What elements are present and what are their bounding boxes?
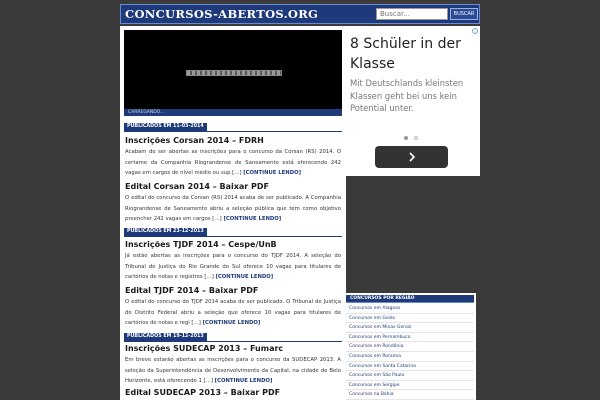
ad-banner[interactable] bbox=[344, 26, 480, 176]
main-content bbox=[120, 26, 346, 400]
region-link[interactable]: Concursos na Bahia bbox=[346, 390, 474, 400]
post-title[interactable]: Edital Corsan 2014 – Baixar PDF bbox=[125, 182, 269, 191]
chevron-right-icon bbox=[408, 152, 416, 162]
post-excerpt bbox=[125, 193, 341, 225]
ad-text: Mit Deutschlands kleinsten Klassen geht bei uns kein Potential unter. bbox=[350, 78, 464, 113]
region-link[interactable]: Concursos em Roraima bbox=[346, 352, 474, 362]
continue-reading-link[interactable]: [CONTINUE LENDO] bbox=[243, 170, 302, 177]
region-link[interactable]: Concursos em Rondônia bbox=[346, 342, 474, 352]
post bbox=[125, 286, 341, 329]
widget-title: CONCURSOS POR REGIÃO bbox=[346, 295, 474, 303]
excerpt-text: Em breve estarão abertas as inscrições para o concurso da SUDECAP 2013. A seleção da Superintendência de Desenvolvimento da Capital, na cidade de Belo Horizonte, está oferecendo 1 […] bbox=[125, 357, 341, 385]
post bbox=[125, 136, 341, 179]
region-link[interactable]: Concursos em Alagoas bbox=[346, 304, 474, 314]
region-link[interactable]: Concursos em Minas Gerais bbox=[346, 323, 474, 333]
continue-reading-link[interactable]: [CONTINUE LENDO] bbox=[223, 216, 282, 223]
region-link[interactable]: Concursos em Pernambuco bbox=[346, 333, 474, 343]
region-widget bbox=[344, 293, 476, 400]
continue-reading-link[interactable]: [CONTINUE LENDO] bbox=[214, 378, 273, 385]
video-status: CARREGANDO... bbox=[124, 109, 342, 116]
post bbox=[125, 344, 341, 387]
search-input[interactable] bbox=[376, 8, 448, 20]
date-label: PUBLICADOS EM 11-03-2014 bbox=[124, 123, 207, 131]
carousel-dot-active[interactable] bbox=[404, 136, 408, 140]
ad-next-button[interactable] bbox=[375, 146, 448, 168]
excerpt-text: Já estão abertas as inscrições para o concurso do TJDF 2014. A seleção do Tribunal de Justiça do Rio Grande do Sul oferece 10 vagas para titulares de cartórios de notas e registros […] bbox=[125, 253, 341, 281]
continue-reading-link[interactable]: [CONTINUE LENDO] bbox=[202, 320, 261, 327]
date-header bbox=[124, 228, 342, 237]
loading-bar bbox=[186, 70, 282, 76]
excerpt-text: O edital do concurso do TJDF 2014 acaba de ser publicado. O Tribunal de Justiça do Distrito Federal abriu a seleção que oferece 10 vagas para titulares de cartórios de notas e regi […] bbox=[125, 299, 341, 327]
region-link[interactable]: Concursos em Goiás bbox=[346, 314, 474, 324]
region-link[interactable]: Concursos em Sergipe bbox=[346, 381, 474, 391]
excerpt-text: Acabam de ser abertas as inscrições para o concurso da Corsan (RS) 2014. O certame da Companhia Riograndense de Saneamento está oferecendo 242 vagas em cargos de nível médio ou sup […] bbox=[125, 149, 341, 177]
date-label: PUBLICADOS EM 19-12-2013 bbox=[124, 333, 207, 341]
continue-reading-link[interactable]: [CONTINUE LENDO] bbox=[215, 274, 274, 281]
post-title[interactable]: Inscrições Corsan 2014 – FDRH bbox=[125, 136, 264, 145]
region-list bbox=[346, 304, 474, 400]
site-header bbox=[120, 4, 480, 24]
date-header bbox=[124, 333, 342, 342]
ad-info-icon[interactable]: i bbox=[472, 28, 478, 34]
video-player[interactable] bbox=[124, 30, 342, 116]
date-label: PUBLICADOS EM 23-12-2013 bbox=[124, 228, 207, 236]
ad-headline: 8 Schüler in der Klasse bbox=[350, 36, 461, 72]
post-excerpt bbox=[125, 297, 341, 329]
post-title[interactable]: Inscrições SUDECAP 2013 – Fumarc bbox=[125, 344, 284, 353]
site-logo[interactable]: CONCURSOS-ABERTOS.ORG bbox=[125, 7, 319, 21]
region-link[interactable]: Concursos em São Paulo bbox=[346, 371, 474, 381]
excerpt-text: O edital do concurso da Corsan (RS) 2014 acaba de ser publicado. A Companhia Riograndense de Saneamento abriu a seleção pública que tem como objetivo preencher 242 vagas em cargos […] bbox=[125, 195, 341, 223]
post-title[interactable]: Edital TJDF 2014 – Baixar PDF bbox=[125, 286, 259, 295]
post-excerpt bbox=[125, 355, 341, 387]
region-link[interactable]: Concursos em Santa Catarina bbox=[346, 362, 474, 372]
date-header bbox=[124, 123, 342, 132]
carousel-dot[interactable] bbox=[414, 136, 418, 140]
post-excerpt bbox=[125, 251, 341, 283]
post-excerpt bbox=[125, 147, 341, 179]
post-title[interactable]: Inscrições TJDF 2014 – Cespe/UnB bbox=[125, 240, 277, 249]
search-button[interactable]: BUSCAR bbox=[450, 8, 478, 20]
post-title[interactable]: Edital SUDECAP 2013 – Baixar PDF bbox=[125, 388, 281, 397]
post bbox=[125, 240, 341, 283]
post bbox=[125, 388, 341, 398]
post bbox=[125, 182, 341, 225]
